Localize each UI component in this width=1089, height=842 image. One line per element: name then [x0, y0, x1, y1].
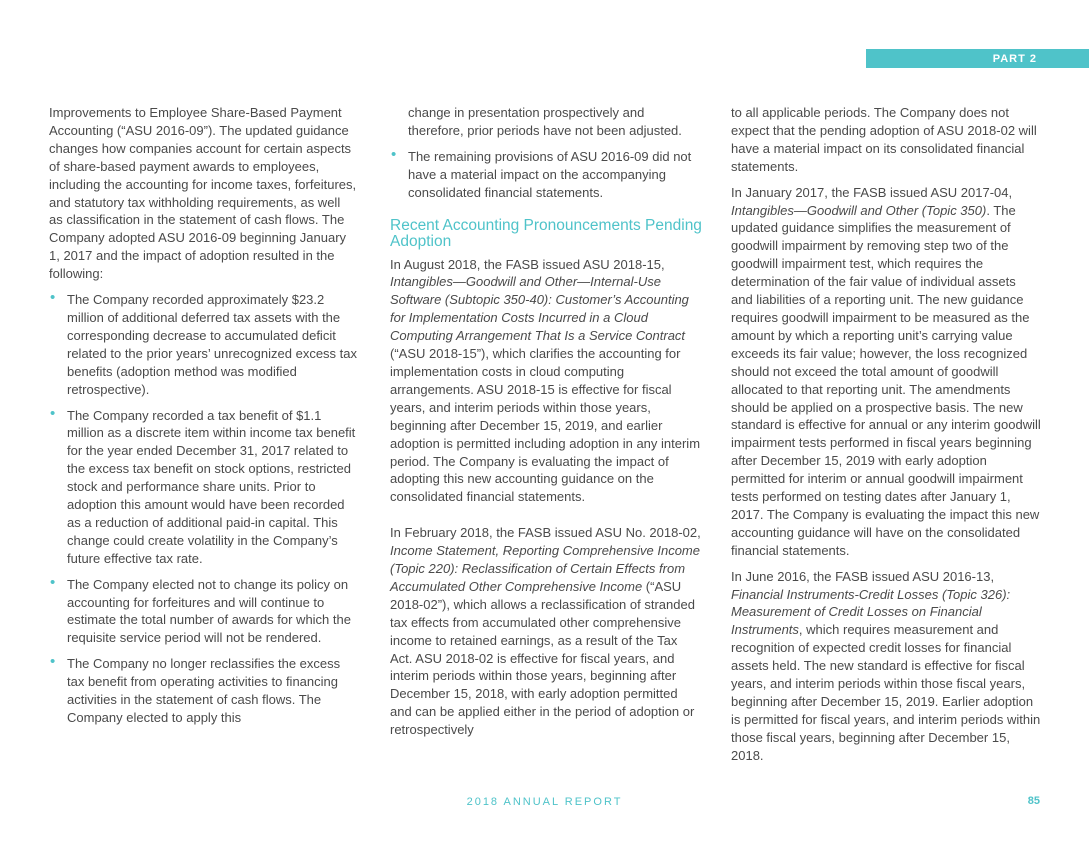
asu-2018-02-paragraph	[390, 524, 702, 739]
list-item: • The Company elected not to change its policy on accounting for forfeitures and will continue to estimate the total number of awards for which the requisite service period will not be rendered.	[49, 576, 357, 648]
text-span: (“ASU 2018-15”), which clarifies the accounting for implementation costs in cloud computing arrangements. ASU 2018-15 is effective for fiscal years, and interim periods within those years, beginning after December 15, 2019, and earlier adoption is permitted including adoption in any interim period. The Company is evaluating the impact of adopting this new accounting guidance on the consolidated financial statements.	[390, 346, 701, 505]
column-2	[390, 104, 702, 747]
asu-2016-13-paragraph	[731, 568, 1041, 765]
intro-paragraph: Improvements to Employee Share-Based Payment Accounting (“ASU 2016-09”). The updated guidance changes how companies account for certain aspects of share-based payment awards to employees, including the accounting for income taxes, forfeitures, and statutory tax withholding requirements, as well as classification in the statement of cash flows. The Company adopted ASU 2016-09 beginning January 1, 2017 and the impact of adoption resulted in the following:	[49, 105, 357, 282]
section-heading: Recent Accounting Pronouncements Pending Adoption	[390, 216, 702, 250]
list-item: • The Company recorded a tax benefit of $1.1 million as a discrete item within income tax benefit for the year ended December 31, 2017 related to the excess tax benefit on stock options, restricted stock and performance share units. Prior to adoption this amount would have been recorded as a reduction of additional paid-in capital. This change could create volatility in the Company’s future effective tax rate.	[49, 407, 357, 568]
standard-title: Intangibles—Goodwill and Other (Topic 350)	[731, 202, 987, 218]
standard-title: Intangibles—Goodwill and Other—Internal-Use Software (Subtopic 350-40): Customer’s Accounting for Implementation Costs Incurred in a Cloud Computing Arrangement That Is a Service Contract	[390, 274, 689, 344]
asu-2017-04-paragraph	[731, 184, 1041, 560]
list-item: • The Company recorded approximately $23.2 million of additional deferred tax assets with the corresponding decrease to accumulated deficit related to the prior years’ unrecognized excess tax benefits (adoption method was modified retrospective).	[49, 291, 357, 398]
list-item: • The Company no longer reclassifies the excess tax benefit from operating activities to financing activities in the statement of cash flows. The Company elected to apply this	[49, 655, 357, 727]
list-item-continued: change in presentation prospectively and therefore, prior periods have not been adjusted.	[408, 105, 682, 138]
text-span: In February 2018, the FASB issued ASU No. 2018-02,	[390, 525, 701, 541]
standard-title: Financial Instruments-Credit Losses (Topic 326): Measurement of Credit Losses on Financial Instruments	[731, 586, 1011, 638]
text-span: (“ASU 2018-02”), which allows a reclassification of stranded tax effects from accumulated other comprehensive income to retained earnings, as a result of the Tax Act. ASU 2018-02 is effective for fiscal years, and interim periods within those years, beginning after December 15, 2018, with early adoption permitted and can be applied either in the period of adoption or retrospectively	[390, 578, 695, 738]
page-number: 85	[1027, 795, 1040, 807]
text-span: . The updated guidance simplifies the measurement of goodwill impairment by removing step two of the goodwill impairment test, which requires the determination of the fair value of individual assets and liabilities of a reporting unit. The new guidance requires goodwill impairment to be measured as the amount by which a reporting unit’s carrying value exceeds its fair value; however, the loss recognized should not exceed the total amount of goodwill allocated to that reporting unit. The amendments should be applied on a prospective basis. The new standard is effective for annual or any interim goodwill impairment tests performed in fiscal years beginning after December 15, 2019 with early adoption permitted for interim or annual goodwill impairment tests performed on testing dates after January 1, 2017. The Company is evaluating the impact this new accounting guidance will have on the consolidated financial statements.	[731, 202, 1041, 558]
part-label-tab: PART 2	[866, 49, 1089, 68]
standard-title: Income Statement, Reporting Comprehensive Income (Topic 220): Reclassification of Certain Effects from Accumulated Other Comprehensive Income	[390, 543, 700, 594]
column-1	[49, 104, 357, 735]
text-span: In June 2016, the FASB issued ASU 2016-13,	[731, 568, 995, 584]
adoption-impact-list	[49, 291, 357, 727]
asu-2018-15-paragraph	[390, 256, 702, 507]
adoption-impact-list-continued	[390, 104, 702, 202]
text-span: In August 2018, the FASB issued ASU 2018-15,	[390, 256, 665, 272]
continuation-paragraph: to all applicable periods. The Company does not expect that the pending adoption of ASU 2018-02 will have a material impact on its consolidated financial statements.	[731, 105, 1037, 174]
report-title-footer: 2018 ANNUAL REPORT	[466, 796, 623, 808]
text-span: In January 2017, the FASB issued ASU 2017-04,	[731, 184, 1013, 200]
text-span: , which requires measurement and recognition of expected credit losses for financial assets held. The new standard is effective for fiscal years, and interim periods within those fiscal years, beginning after December 15, 2019. Earlier adoption is permitted for fiscal years, and interim periods within those fiscal years, beginning after December 15, 2018.	[731, 622, 1041, 763]
column-3	[731, 104, 1041, 773]
list-item: • The remaining provisions of ASU 2016-09 did not have a material impact on the accompanying consolidated financial statements.	[390, 148, 702, 202]
